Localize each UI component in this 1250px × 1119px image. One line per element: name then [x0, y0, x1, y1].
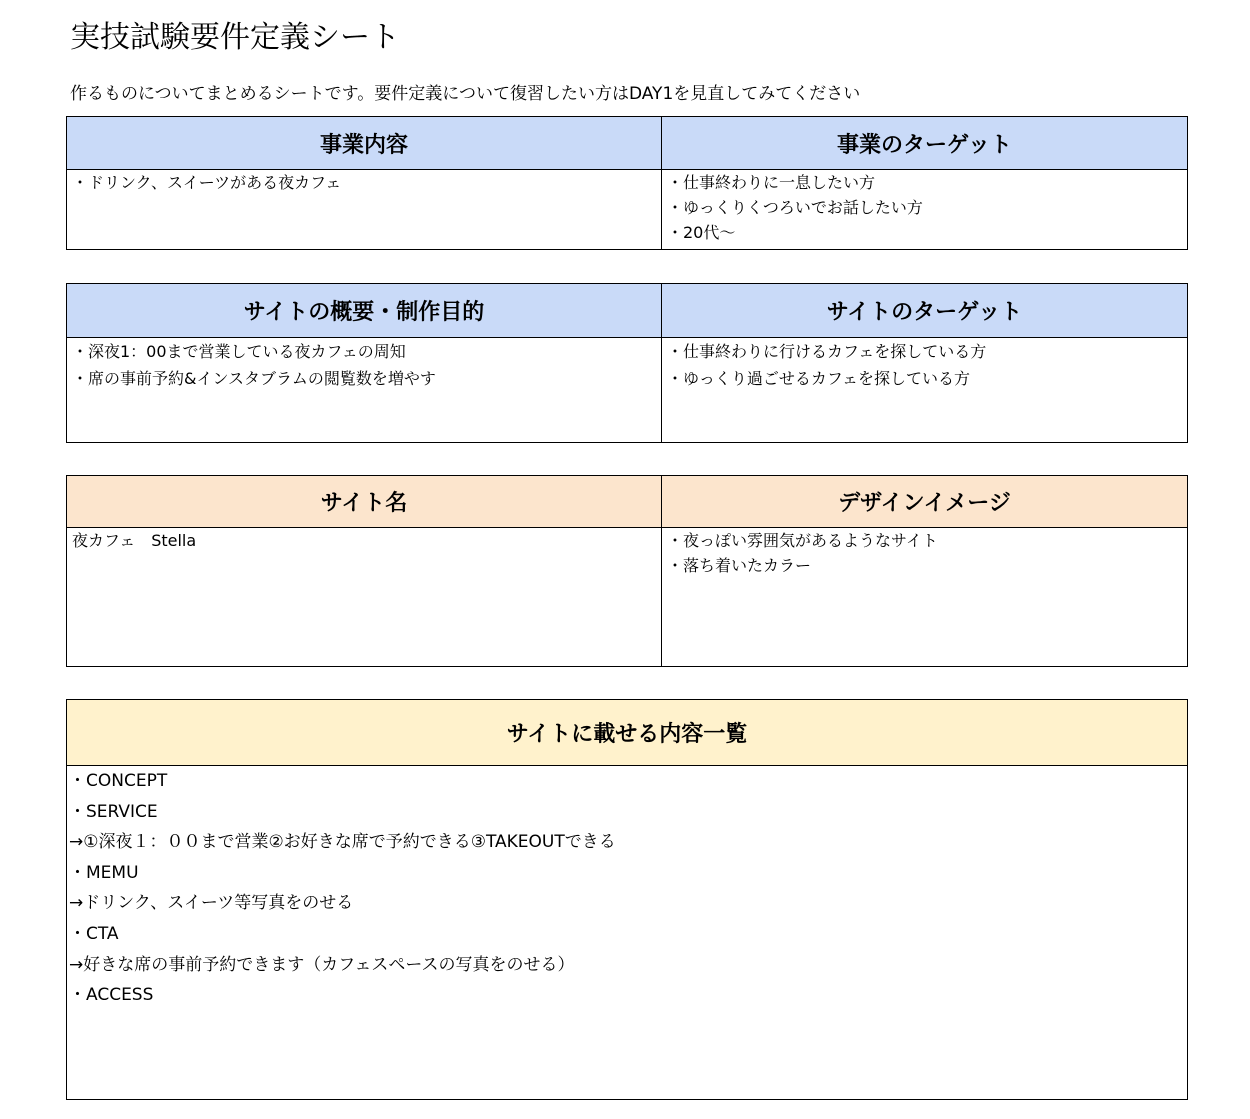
site-overview-header: サイトの概要・制作目的: [67, 284, 662, 337]
page-title: 実技試験要件定義シート: [70, 20, 400, 55]
site-overview-table: [66, 283, 1188, 443]
cell-line: ・ドリンク、スイーツがある夜カフェ: [72, 173, 342, 192]
business-target-header: 事業のターゲット: [662, 117, 1187, 169]
list-item: ・CONCEPT: [69, 771, 168, 791]
cell-line: ・仕事終わりに行けるカフェを探している方: [667, 342, 987, 361]
list-item: ・SERVICE: [69, 801, 158, 822]
content-list-cell[interactable]: [67, 766, 1187, 1099]
cell-line: ・落ち着いたカラー: [667, 556, 812, 575]
list-item: ・ACCESS: [69, 985, 154, 1006]
site-target-header: サイトのターゲット: [662, 284, 1187, 337]
business-content-header: 事業内容: [67, 117, 662, 169]
content-list-table: [66, 699, 1188, 1100]
list-item: →①深夜１：００まで営業②お好きな席で予約できる③TAKEOUTできる: [69, 832, 616, 853]
site-name-header: サイト名: [67, 476, 662, 527]
list-item: →ドリンク、スイーツ等写真をのせる: [69, 893, 354, 914]
site-name-cell[interactable]: [67, 528, 662, 666]
design-image-header: デザインイメージ: [662, 476, 1187, 527]
design-image-cell[interactable]: [662, 528, 1187, 666]
business-content-cell[interactable]: [67, 170, 662, 249]
site-name-table: [66, 475, 1188, 667]
cell-line: ・ゆっくり過ごせるカフェを探している方: [667, 369, 971, 388]
cell-line: ・20代〜: [667, 223, 736, 242]
page-description: 作るものについてまとめるシートです。要件定義について復習したい方はDAY1を見直してみてください: [70, 84, 861, 104]
list-item: →好きな席の事前予約できます（カフェスペースの写真をのせる）: [69, 954, 575, 975]
cell-line: ・席の事前予約&インスタブラムの閲覧数を増やす: [72, 369, 436, 388]
list-item: ・MEMU: [69, 862, 139, 883]
cell-line: ・深夜1：00まで営業している夜カフェの周知: [72, 342, 406, 361]
business-target-cell[interactable]: [662, 170, 1187, 249]
business-table: [66, 116, 1188, 250]
site-overview-cell[interactable]: [67, 338, 662, 442]
site-target-cell[interactable]: [662, 338, 1187, 442]
list-item: ・CTA: [69, 923, 119, 944]
cell-line: ・仕事終わりに一息したい方: [667, 173, 876, 192]
content-list-header: サイトに載せる内容一覧: [67, 700, 1187, 765]
cell-line: 夜カフェ Stella: [72, 531, 197, 550]
cell-line: ・ゆっくりくつろいでお話したい方: [667, 198, 923, 217]
cell-line: ・夜っぽい雰囲気があるようなサイト: [667, 531, 938, 550]
